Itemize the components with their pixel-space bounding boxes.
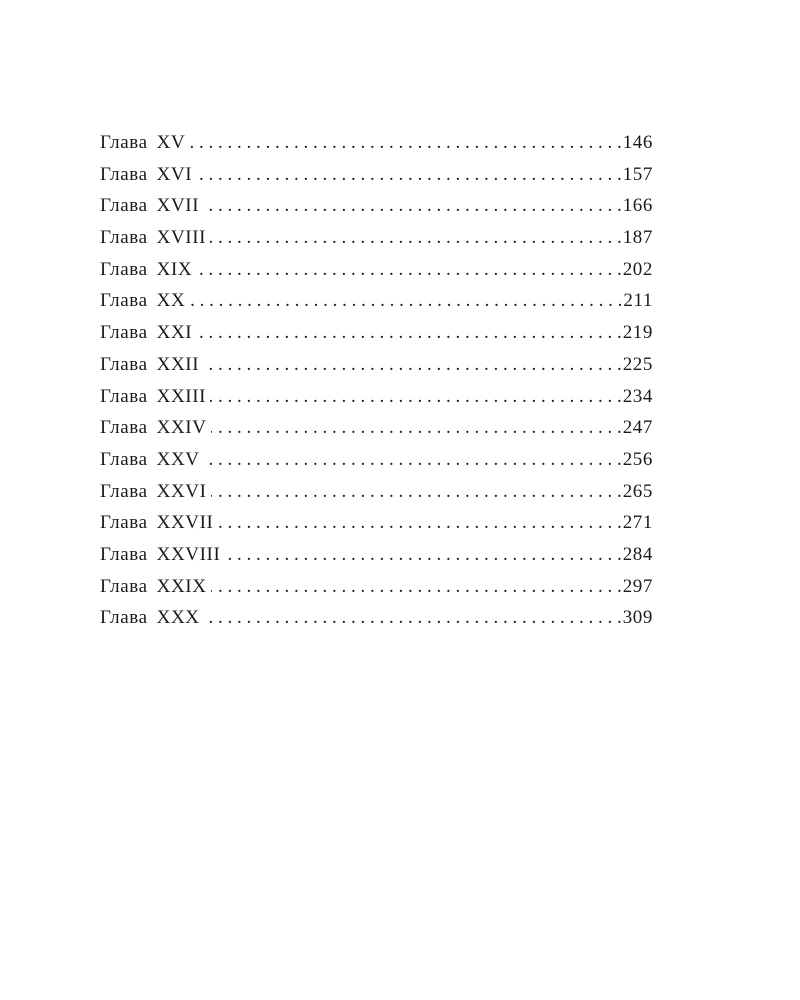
chapter-numeral: XX (156, 290, 186, 312)
chapter-label (100, 386, 210, 408)
chapter-numeral: XXVI (156, 480, 207, 502)
dot-leader (224, 544, 621, 566)
chapter-word: Глава (100, 290, 148, 312)
chapter-label (100, 449, 204, 471)
chapter-label (100, 544, 224, 566)
chapter-numeral: XXIV (156, 417, 207, 439)
dot-leader (211, 576, 622, 598)
page-number: 202 (622, 258, 653, 280)
toc-entry (100, 417, 653, 449)
chapter-label (100, 227, 210, 249)
page-number: 166 (622, 195, 653, 217)
dot-leader (204, 607, 622, 629)
chapter-word: Глава (100, 607, 148, 629)
chapter-word: Глава (100, 227, 148, 249)
page-number: 219 (622, 322, 653, 344)
chapter-label (100, 607, 204, 629)
toc-entry (100, 259, 653, 291)
page-number: 187 (622, 227, 653, 249)
toc-entry (100, 322, 653, 354)
chapter-word: Глава (100, 543, 148, 565)
page-number: 157 (622, 163, 653, 185)
chapter-numeral: XXVIII (156, 543, 221, 565)
chapter-word: Глава (100, 322, 148, 344)
toc-entry (100, 195, 653, 227)
toc-entry (100, 164, 653, 196)
page-number: 247 (622, 417, 653, 439)
chapter-word: Глава (100, 575, 148, 597)
chapter-word: Глава (100, 132, 148, 153)
chapter-word: Глава (100, 195, 148, 217)
chapter-label (100, 132, 189, 154)
chapter-label (100, 322, 196, 344)
chapter-numeral: XVIII (156, 227, 207, 249)
chapter-label (100, 417, 211, 439)
dot-leader (204, 449, 622, 471)
chapter-numeral: XXI (156, 322, 193, 344)
chapter-label (100, 512, 217, 534)
chapter-numeral: XXVII (156, 512, 214, 534)
chapter-numeral: XVII (156, 195, 200, 217)
dot-leader (203, 354, 622, 376)
toc-entry (100, 132, 653, 164)
dot-leader (210, 227, 622, 249)
toc-entry (100, 354, 653, 386)
dot-leader (211, 481, 622, 503)
toc-entry (100, 386, 653, 418)
toc-entry (100, 544, 653, 576)
dot-leader (196, 322, 621, 344)
chapter-label (100, 290, 189, 312)
chapter-label (100, 195, 203, 217)
toc-entry (100, 290, 653, 322)
chapter-word: Глава (100, 480, 148, 502)
toc-entry (100, 481, 653, 513)
chapter-numeral: XXIX (156, 575, 207, 597)
chapter-numeral: XV (156, 132, 186, 153)
toc-entry (100, 227, 653, 259)
dot-leader (189, 132, 621, 154)
chapter-label (100, 259, 196, 281)
page-number: 256 (622, 448, 653, 470)
chapter-label (100, 354, 203, 376)
toc-entry (100, 607, 653, 639)
chapter-label (100, 481, 211, 503)
dot-leader (210, 386, 622, 408)
dot-leader (196, 164, 621, 186)
page-number: 234 (622, 385, 653, 407)
chapter-numeral: XVI (156, 163, 193, 185)
toc-entry (100, 576, 653, 608)
dot-leader (211, 417, 622, 439)
dot-leader (203, 195, 622, 217)
chapter-numeral: XIX (156, 258, 193, 280)
dot-leader (189, 290, 622, 312)
page-number: 225 (622, 353, 653, 375)
chapter-numeral: XXX (156, 607, 200, 629)
chapter-word: Глава (100, 163, 148, 185)
chapter-word: Глава (100, 448, 148, 470)
page-number: 211 (623, 290, 653, 312)
toc-entry (100, 512, 653, 544)
page-number: 271 (622, 512, 653, 534)
chapter-word: Глава (100, 258, 148, 280)
page-number: 297 (622, 575, 653, 597)
chapter-word: Глава (100, 385, 148, 407)
chapter-word: Глава (100, 417, 148, 439)
chapter-word: Глава (100, 512, 148, 534)
dot-leader (196, 259, 621, 281)
chapter-word: Глава (100, 353, 148, 375)
page-number: 309 (622, 607, 653, 629)
chapter-numeral: XXV (156, 448, 200, 470)
table-of-contents (100, 132, 653, 639)
chapter-label (100, 164, 196, 186)
chapter-numeral: XXII (156, 353, 200, 375)
page-number: 146 (622, 132, 653, 153)
page-number: 284 (622, 543, 653, 565)
chapter-label (100, 576, 211, 598)
toc-entry (100, 449, 653, 481)
dot-leader (217, 512, 621, 534)
page-number: 265 (622, 480, 653, 502)
chapter-numeral: XXIII (156, 385, 207, 407)
